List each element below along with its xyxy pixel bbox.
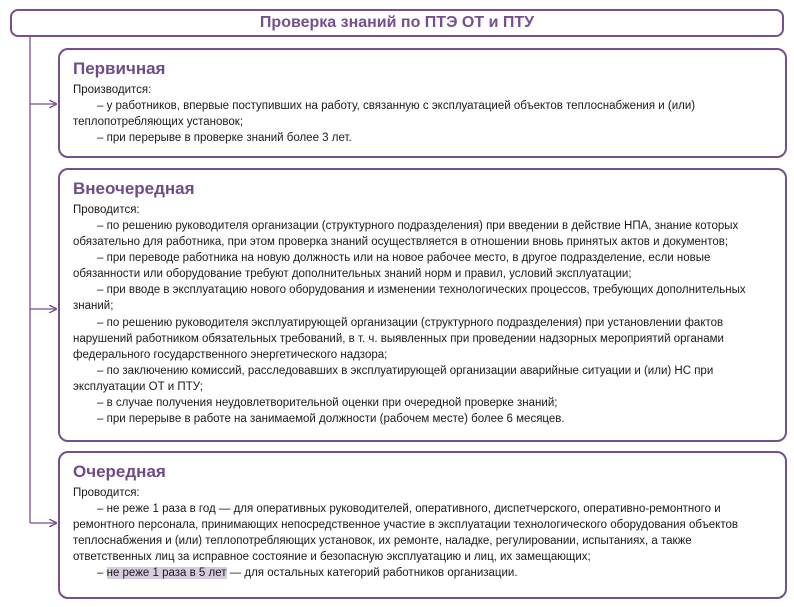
primary-check-heading: Первичная: [73, 59, 166, 78]
list-item: – у работников, впервые поступивших на работу, связанную с эксплуатацией объектов теплоснабжения и (или) теплопотребляющих установок;: [73, 100, 696, 129]
diagram-title: Проверка знаний по ПТЭ ОТ и ПТУ: [10, 9, 784, 37]
item-prefix: –: [97, 567, 107, 580]
list-item: – по заключению комиссий, расследовавших в эксплуатирующей организации аварийные ситуации и (или) НС при эксплуатации ОТ и ПТУ;: [73, 364, 714, 393]
list-item: – при вводе в эксплуатацию нового оборудования и изменении технологических процессов, требующих дополнительных знаний;: [73, 284, 746, 313]
list-item: – при переводе работника на новую должность или на новое рабочее место, в другое подразделение, если новые обязанности или оборудование требуют дополнительных знаний норм и правил, условий эксплуатации;: [73, 252, 711, 281]
list-item: – при перерыве в проверке знаний более 3 лет.: [97, 132, 352, 145]
regular-check-card: [58, 451, 787, 599]
highlighted-term: не реже 1 раза в 5 лет: [106, 567, 227, 580]
list-item: – не реже 1 раза в год — для оперативных руководителей, оперативного, диспетчерского, оперативно-ремонтного и ремонтного персонала, принимающих непосредственное участие в эксплуатации технологического оборудования объектов теплоснабжения и (или) теплопотребляющих установок, их ремонте, наладке, регулировании, испытаниях, а также ответственных лиц за исправное состояние и безопасную эксплуатацию и лиц, их замещающих;: [73, 503, 738, 564]
list-item: [73, 565, 771, 581]
extraordinary-check-heading: Внеочередная: [73, 179, 195, 198]
regular-check-heading: Очередная: [73, 462, 166, 481]
list-item: – по решению руководителя эксплуатирующей организации (структурного подразделения) при установлении фактов нарушений работником обязательных требований, в т. ч. выявленных при проведении надзорных мероприятий органами федерального государственного энергетического надзора;: [73, 316, 724, 361]
primary-check-card: [58, 48, 787, 158]
extraordinary-check-card: [58, 168, 787, 442]
list-item: – при перерыве в работе на занимаемой должности (рабочем месте) более 6 месяцев.: [97, 413, 565, 426]
regular-check-lead: Проводится:: [73, 487, 140, 499]
list-item: – в случае получения неудовлетворительной оценки при очередной проверке знаний;: [97, 397, 558, 410]
primary-check-lead: Производится:: [73, 84, 152, 96]
list-item: – по решению руководителя организации (структурного подразделения) при введении в действие НПА, знание которых обязательно для работника, при этом проверка знаний осуществляется в отношении вновь принятых актов и документов;: [73, 220, 739, 249]
item-rest: — для остальных категорий работников организации.: [226, 567, 518, 580]
extraordinary-check-lead: Проводится:: [73, 204, 140, 216]
